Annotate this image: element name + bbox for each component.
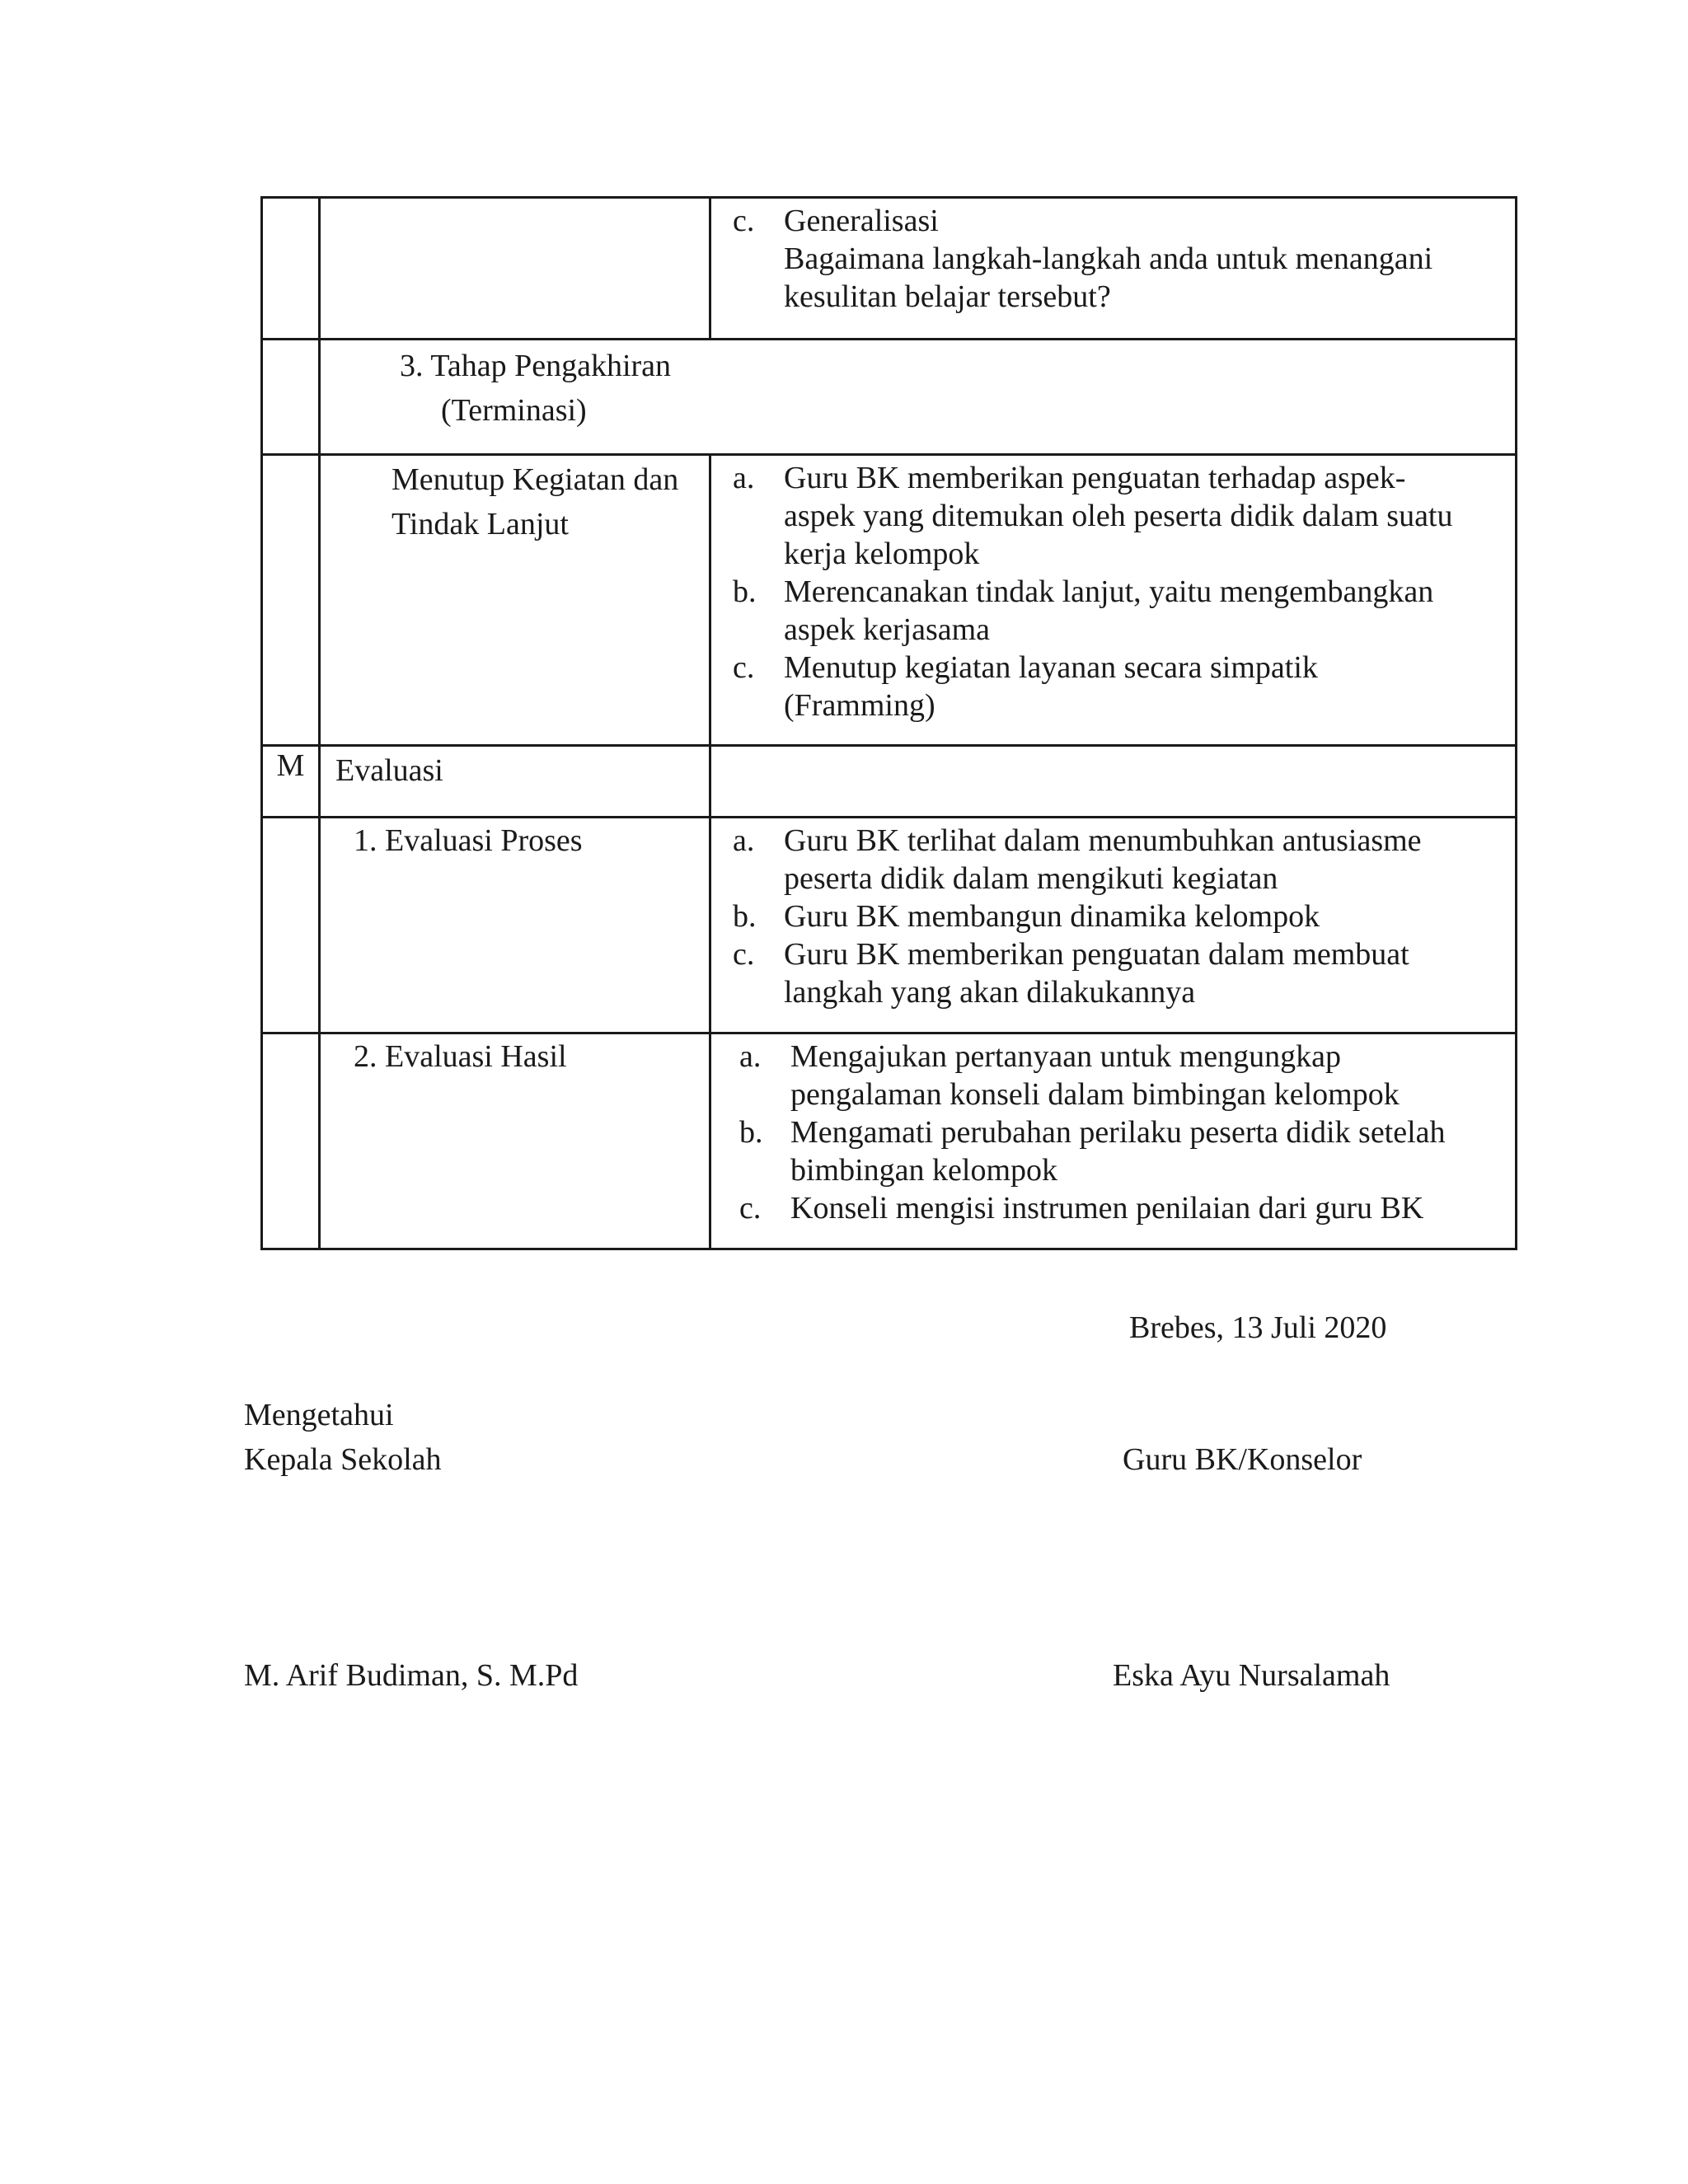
cell-description — [710, 1033, 1517, 1249]
item-line: Guru BK memberikan penguatan terhadap aspek- — [784, 461, 1406, 495]
cell-activity — [320, 746, 710, 818]
item-line: (Framming) — [784, 688, 935, 723]
table-row — [262, 746, 1517, 818]
activity-table — [260, 196, 1517, 1250]
stage-title-line2: (Terminasi) — [441, 393, 587, 428]
item-marker: c. — [733, 650, 755, 685]
subsection-label: 2. Evaluasi Hasil — [354, 1039, 567, 1074]
principal-name: M. Arif Budiman, S. M.Pd — [244, 1658, 579, 1693]
list-item — [711, 822, 1515, 898]
cell-activity — [320, 818, 710, 1033]
item-line: pengalaman konseli dalam bimbingan kelompok — [790, 1077, 1400, 1112]
item-line: Mengajukan pertanyaan untuk mengungkap — [790, 1039, 1341, 1074]
section-label: Evaluasi — [335, 753, 443, 788]
list-item — [711, 1113, 1515, 1189]
item-marker: b. — [739, 1115, 763, 1150]
item-line: Konseli mengisi instrumen penilaian dari guru BK — [790, 1191, 1424, 1226]
item-line: kerja kelompok — [784, 537, 980, 571]
table-row — [262, 340, 1517, 455]
cell-activity — [320, 455, 710, 746]
item-line: peserta didik dalam mengikuti kegiatan — [784, 861, 1278, 896]
stage-title-line1: 3. Tahap Pengakhiran — [400, 349, 672, 383]
item-line: Mengamati perubahan perilaku peserta didik setelah — [790, 1115, 1446, 1150]
item-line: Guru BK memberikan penguatan dalam membuat — [784, 937, 1409, 972]
table-row — [262, 818, 1517, 1033]
item-line: Bagaimana langkah-langkah anda untuk menangani — [784, 241, 1433, 276]
list-item — [711, 573, 1515, 649]
cell-activity — [320, 1033, 710, 1249]
list-item — [711, 202, 1515, 316]
item-marker: b. — [733, 574, 757, 609]
cell-number — [262, 818, 320, 1033]
item-marker: a. — [733, 461, 755, 495]
item-line: Guru BK terlihat dalam menumbuhkan antusiasme — [784, 823, 1422, 858]
counselor-role: Guru BK/Konselor — [1123, 1442, 1362, 1477]
cell-activity — [320, 198, 710, 340]
cell-number: M — [262, 746, 320, 818]
cell-number — [262, 340, 320, 455]
list-item — [711, 649, 1515, 724]
place-date: Brebes, 13 Juli 2020 — [1129, 1310, 1387, 1345]
item-line: aspek kerjasama — [784, 612, 991, 647]
item-marker: b. — [733, 899, 757, 934]
principal-role: Kepala Sekolah — [244, 1442, 442, 1477]
item-marker: c. — [739, 1191, 762, 1226]
counselor-name: Eska Ayu Nursalamah — [1113, 1658, 1390, 1693]
list-item — [711, 1038, 1515, 1113]
cell-number — [262, 455, 320, 746]
item-line: langkah yang akan dilakukannya — [784, 975, 1196, 1010]
cell-number — [262, 198, 320, 340]
cell-description — [710, 818, 1517, 1033]
item-line: Generalisasi — [784, 204, 939, 238]
list-item — [711, 1189, 1515, 1227]
item-line: aspek yang ditemukan oleh peserta didik dalam suatu — [784, 499, 1453, 533]
cell-description — [710, 455, 1517, 746]
subsection-label: 1. Evaluasi Proses — [354, 823, 583, 858]
table-row — [262, 1033, 1517, 1249]
table-row — [262, 455, 1517, 746]
table-row — [262, 198, 1517, 340]
item-marker: a. — [739, 1039, 762, 1074]
cell-description — [710, 746, 1517, 818]
list-item — [711, 898, 1515, 935]
acknowledged-label: Mengetahui — [244, 1398, 394, 1432]
list-item — [711, 935, 1515, 1011]
item-line: kesulitan belajar tersebut? — [784, 279, 1111, 314]
item-line: Guru BK membangun dinamika kelompok — [784, 899, 1320, 934]
list-item — [711, 459, 1515, 573]
item-marker: c. — [733, 204, 755, 238]
item-marker: a. — [733, 823, 755, 858]
activity-line: Menutup Kegiatan dan — [392, 462, 679, 497]
item-line: bimbingan kelompok — [790, 1153, 1058, 1188]
cell-description — [710, 198, 1517, 340]
item-line: Merencanakan tindak lanjut, yaitu mengembangkan — [784, 574, 1434, 609]
item-line: Menutup kegiatan layanan secara simpatik — [784, 650, 1318, 685]
activity-line: Tindak Lanjut — [392, 507, 569, 541]
cell-stage-title — [320, 340, 1517, 455]
cell-number — [262, 1033, 320, 1249]
item-marker: c. — [733, 937, 755, 972]
